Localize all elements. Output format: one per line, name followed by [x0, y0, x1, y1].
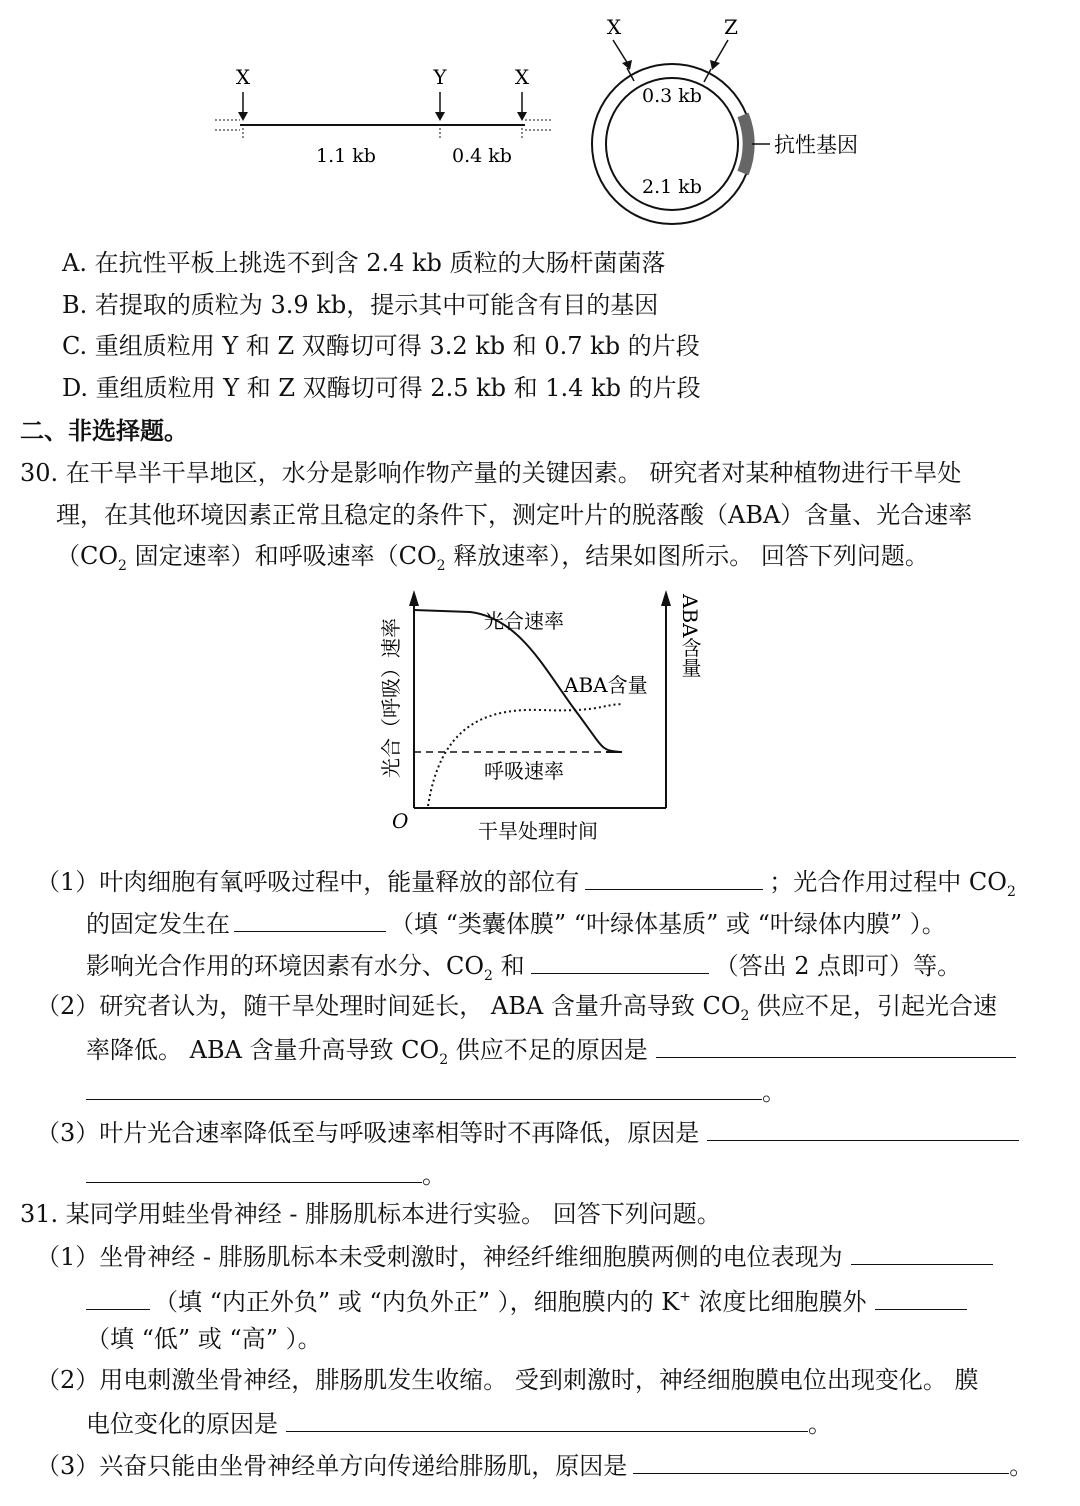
q30-s1-line2: 的固定发生在 （填 “类囊体膜” “叶绿体基质” 或 “叶绿体内膜” ）。	[86, 905, 946, 941]
q30-s2-line3: 。	[86, 1073, 786, 1109]
answer-blank[interactable]	[86, 1283, 150, 1310]
answer-blank[interactable]	[875, 1283, 967, 1310]
drought-chart	[370, 580, 710, 850]
q31-s1-line1: （1）坐骨神经 - 腓肠肌标本未受刺激时，神经纤维细胞膜两侧的电位表现为	[36, 1238, 993, 1274]
q31-s1-line2: （填 “内正外负” 或 “内负外正” ），细胞膜内的 K+ 浓度比细胞膜外	[86, 1280, 967, 1319]
q30-line3: （$CO_2$ 固定速率）和呼吸速率（$CO_2$ 释放速率），结果如图所示。 回答下列问题。	[56, 542, 929, 574]
q30-s1-line1: （1）叶肉细胞有氧呼吸过程中，能量释放的部位有 ；光合作用过程中 $CO_2$	[36, 863, 1016, 909]
plasmid-arc-large: 2.1 kb	[642, 176, 702, 198]
linear-segment-1: 1.1 kb	[316, 145, 376, 167]
linear-label-x2: X	[514, 65, 530, 89]
answer-blank[interactable]	[633, 1447, 1009, 1474]
answer-blank[interactable]	[707, 1114, 1019, 1141]
resistance-gene-arc	[743, 115, 749, 173]
q31-s2-line1: （2）用电刺激坐骨神经，腓肠肌发生收缩。 受到刺激时，神经细胞膜电位出现变化。 膜	[36, 1366, 979, 1394]
answer-blank[interactable]	[234, 905, 386, 932]
plasmid-arc-small: 0.3 kb	[642, 85, 702, 107]
answer-blank[interactable]	[585, 863, 763, 890]
answer-blank[interactable]	[86, 1156, 422, 1183]
linear-segment-2: 0.4 kb	[452, 145, 512, 167]
plasmid-label-x: X	[606, 15, 622, 39]
y-axis-left-label: 光合（呼吸）速率	[379, 618, 403, 778]
linear-dna-diagram	[215, 65, 552, 167]
option-c: C. 重组质粒用 Y 和 Z 双酶切可得 3.2 kb 和 0.7 kb 的片段	[62, 332, 700, 360]
q30-s2-line2: 率降低。 ABA 含量升高导致 $CO_2$ 供应不足的原因是	[86, 1031, 1016, 1077]
y-axis-right-label: ABA含量	[678, 594, 702, 678]
answer-blank[interactable]	[656, 1031, 1016, 1058]
section-title: 二、非选择题。	[20, 417, 188, 445]
answer-blank[interactable]	[86, 1073, 762, 1100]
linear-label-y: Y	[433, 65, 447, 89]
resistance-gene-label: 抗性基因	[774, 133, 858, 157]
q31-line1: 31. 某同学用蛙坐骨神经 - 腓肠肌标本进行实验。 回答下列问题。	[20, 1200, 721, 1228]
q30-s3-line2: 。	[86, 1156, 446, 1192]
series-label-photosynthesis: 光合速率	[484, 609, 564, 633]
answer-blank[interactable]	[851, 1238, 993, 1265]
answer-blank[interactable]	[286, 1405, 808, 1432]
q30-s2-line1: （2）研究者认为，随干旱处理时间延长， ABA 含量升高导致 $CO_2$ 供应不足，引起光合速	[36, 992, 998, 1024]
option-b: B. 若提取的质粒为 3.9 kb，提示其中可能含有目的基因	[62, 291, 659, 319]
q30-s1-line3: 影响光合作用的环境因素有水分、$CO_2$ 和 （答出 2 点即可）等。	[86, 947, 961, 993]
series-label-aba: ABA含量	[564, 673, 648, 697]
option-d: D. 重组质粒用 Y 和 Z 双酶切可得 2.5 kb 和 1.4 kb 的片段	[62, 374, 701, 402]
plasmid-diagram	[592, 15, 858, 224]
q30-s3-line1: （3）叶片光合速率降低至与呼吸速率相等时不再降低，原因是	[36, 1114, 1019, 1150]
answer-blank[interactable]	[531, 947, 709, 974]
q31-s2-line2: 电位变化的原因是 。	[86, 1405, 832, 1441]
q31-s1-line3: （填 “低” 或 “高” ）。	[86, 1325, 322, 1353]
q30-line1: 30. 在干旱半干旱地区，水分是影响作物产量的关键因素。 研究者对某种植物进行干旱处	[20, 459, 962, 487]
aba-curve	[428, 704, 622, 806]
top-figure	[0, 0, 1080, 240]
plasmid-label-z: Z	[724, 15, 738, 39]
series-label-respiration: 呼吸速率	[484, 759, 564, 783]
origin-label: O	[392, 809, 409, 833]
q30-line2: 理，在其他环境因素正常且稳定的条件下，测定叶片的脱落酸（ABA）含量、光合速率	[56, 501, 973, 529]
linear-label-x1: X	[235, 65, 251, 89]
x-axis-label: 干旱处理时间	[478, 819, 598, 843]
option-a: A. 在抗性平板上挑选不到含 2.4 kb 质粒的大肠杆菌菌落	[62, 249, 666, 277]
q31-s3-line1: （3）兴奋只能由坐骨神经单方向传递给腓肠肌，原因是 。	[36, 1447, 1033, 1483]
